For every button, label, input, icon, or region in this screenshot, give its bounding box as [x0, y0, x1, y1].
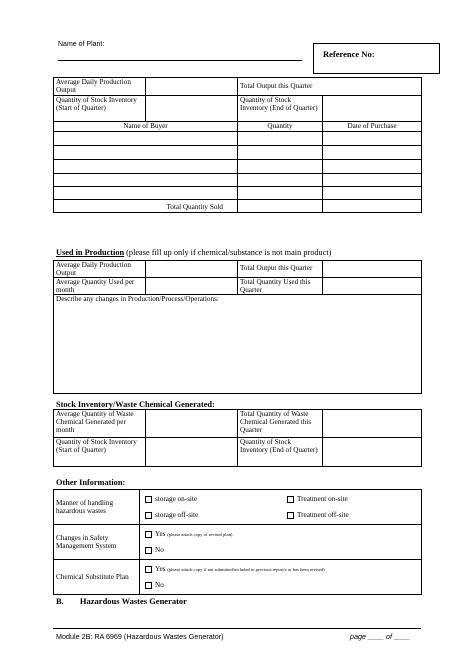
plant-name-line[interactable] [58, 60, 302, 61]
sub-yes-option[interactable] [145, 565, 325, 573]
treatment-onsite-option[interactable] [287, 495, 348, 503]
total-sold-blank [323, 200, 422, 213]
other-table [53, 489, 422, 595]
treatment-offsite-checkbox[interactable] [287, 512, 294, 519]
total-waste-quarter-field[interactable] [323, 410, 422, 438]
footer-page: page ____ of ____ [350, 632, 410, 641]
stock-inv-end-label: Quantity of Stock Inventory (End of Quarter) [238, 438, 323, 467]
describe-changes-label: Describe any changes in Production/Process/Operations: [56, 295, 219, 303]
safety-no-label: No [155, 546, 164, 554]
sub-no-option[interactable] [145, 581, 164, 589]
total-sold-label: Total Quantity Sold [54, 200, 238, 213]
sales-table [53, 77, 422, 213]
safety-options [140, 525, 422, 560]
stock-end-field[interactable] [323, 96, 422, 122]
storage-offsite-checkbox[interactable] [145, 512, 152, 519]
safety-yes-note: (please attach copy of revised plan) [167, 532, 233, 537]
stock-start-label: Quantity of Stock Inventory (Start of Quarter) [54, 96, 146, 122]
treatment-onsite-checkbox[interactable] [287, 496, 294, 503]
avg-daily-production-label: Average Daily Production Output [54, 78, 146, 96]
avg-waste-month-field[interactable] [146, 410, 238, 438]
manner-options [140, 490, 422, 525]
buyer-row[interactable] [54, 174, 422, 187]
safety-yes-checkbox[interactable] [145, 531, 152, 538]
buyer-row[interactable] [54, 146, 422, 160]
prod-avg-used-field[interactable] [146, 278, 238, 295]
stock-end-label: Quantity of Stock Inventory (End of Quarter) [238, 96, 323, 122]
production-note: (please fill up only if chemical/substance is not main product) [126, 248, 332, 257]
production-heading: Used in Production [56, 248, 125, 257]
storage-onsite-option[interactable] [145, 495, 197, 503]
footer-module: Module 2B: RA 6969 (Hazardous Wastes Generator) [56, 632, 224, 641]
sub-no-checkbox[interactable] [145, 582, 152, 589]
footer-rule [53, 628, 421, 629]
reference-box[interactable] [313, 43, 440, 74]
sub-yes-label: Yes [155, 565, 166, 573]
sub-yes-checkbox[interactable] [145, 566, 152, 573]
safety-no-checkbox[interactable] [145, 547, 152, 554]
stock-table [53, 409, 422, 467]
manner-label: Manner of handling hazardous wastes [54, 490, 140, 525]
prod-avg-daily-field[interactable] [146, 261, 238, 278]
section-b-title: Hazardous Wastes Generator [79, 596, 187, 606]
treatment-offsite-label: Treatment off-site [297, 511, 349, 519]
describe-changes-field[interactable] [54, 295, 422, 394]
stock-start-field[interactable] [146, 96, 238, 122]
safety-yes-option[interactable] [145, 530, 232, 538]
safety-yes-label: Yes [155, 530, 166, 538]
col-date-header: Date of Purchase [323, 122, 422, 132]
substitute-options [140, 560, 422, 595]
prod-total-output-label: Total Output this Quarter [238, 261, 323, 278]
other-heading: Other Information: [56, 478, 126, 487]
sub-no-label: No [155, 581, 164, 589]
buyer-row[interactable] [54, 160, 422, 174]
treatment-offsite-option[interactable] [287, 511, 349, 519]
buyer-row[interactable] [54, 187, 422, 200]
section-b-heading [56, 596, 187, 606]
sub-yes-note: (please attach copy if not submitted/included in previous report/s or has been revised) [167, 567, 325, 572]
storage-onsite-checkbox[interactable] [145, 496, 152, 503]
plant-label: Name of Plant: [58, 41, 105, 48]
safety-no-option[interactable] [145, 546, 164, 554]
prod-avg-daily-label: Average Daily Production Output [54, 261, 146, 278]
prod-total-output-field[interactable] [323, 261, 422, 278]
buyer-row[interactable] [54, 132, 422, 146]
stock-inv-end-field[interactable] [323, 438, 422, 467]
total-output-quarter-label: Total Output this Quarter [238, 78, 422, 96]
section-b-letter: B. [56, 596, 64, 606]
storage-offsite-label: storage off-site [155, 511, 199, 519]
stock-inv-start-label: Quantity of Stock Inventory (Start of Quarter) [54, 438, 146, 467]
production-table [53, 260, 422, 394]
col-quantity-header: Quantity [238, 122, 323, 132]
stock-heading: Stock Inventory/Waste Chemical Generated: [56, 400, 215, 409]
total-waste-quarter-label: Total Quantity of Waste Chemical Generated this Quarter [238, 410, 323, 438]
safety-label: Changes in Safety Management System [54, 525, 140, 560]
storage-onsite-label: storage on-site [155, 495, 198, 503]
total-sold-field[interactable] [238, 200, 323, 213]
prod-avg-used-label: Average Quantity Used per month [54, 278, 146, 295]
prod-total-used-label: Total Quantity Used this Quarter [238, 278, 323, 295]
col-buyer-header: Name of Buyer [54, 122, 238, 132]
production-heading-line [56, 248, 331, 257]
avg-daily-production-field[interactable] [146, 78, 238, 96]
treatment-onsite-label: Treatment on-site [297, 495, 348, 503]
substitute-label: Chemical Substitute Plan [54, 560, 140, 595]
reference-label: Reference No: [323, 49, 375, 59]
storage-offsite-option[interactable] [145, 511, 198, 519]
stock-inv-start-field[interactable] [146, 438, 238, 467]
avg-waste-month-label: Average Quantity of Waste Chemical Generated per month [54, 410, 146, 438]
prod-total-used-field[interactable] [323, 278, 422, 295]
